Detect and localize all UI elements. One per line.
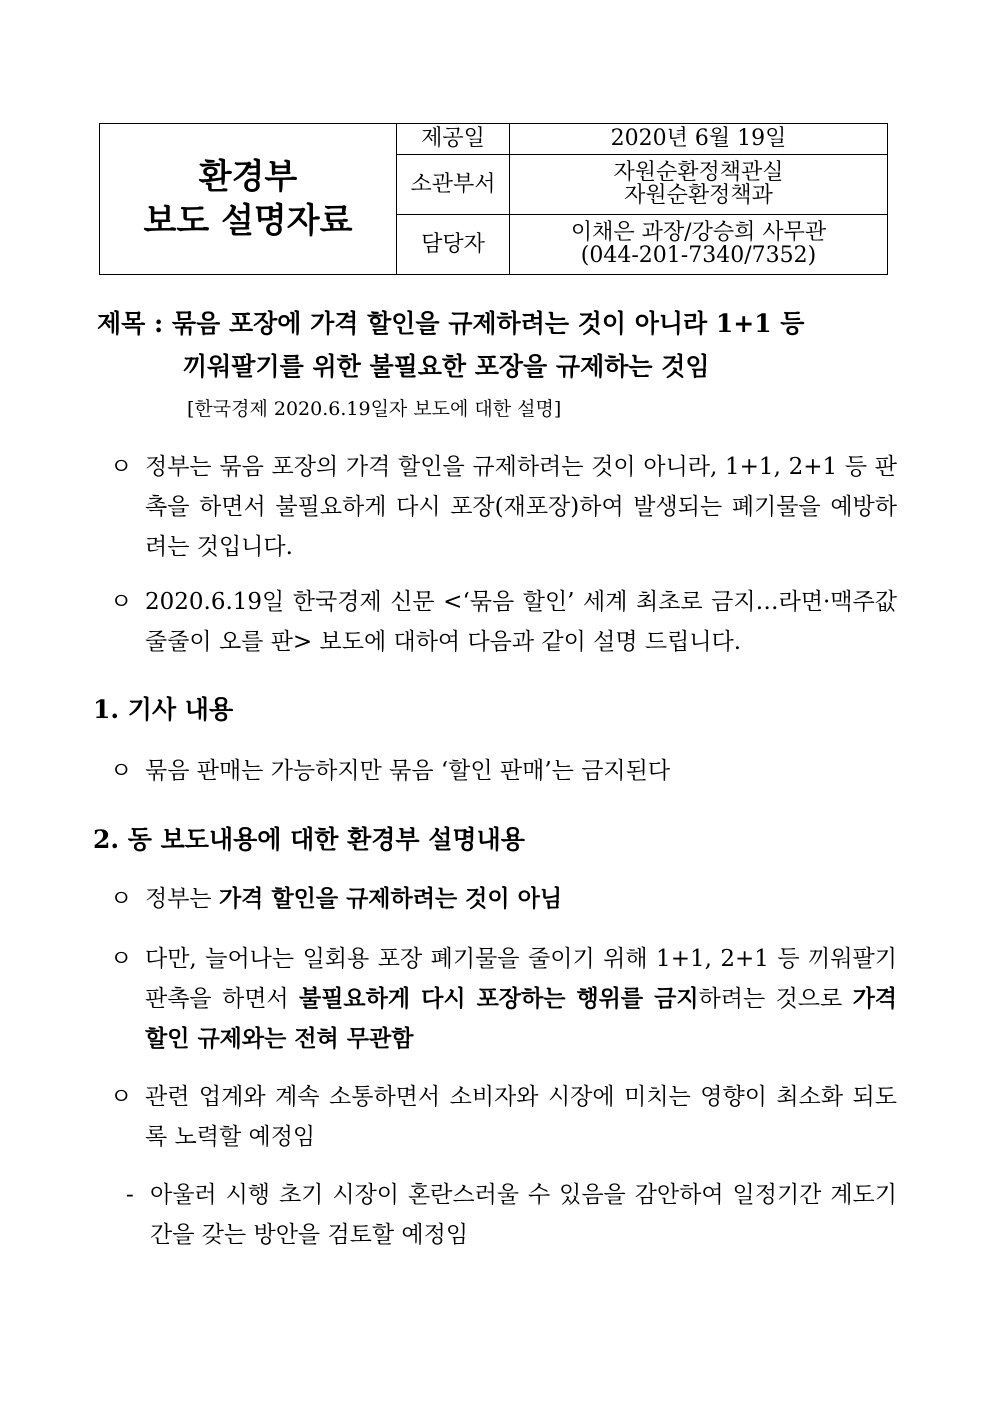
paragraph-text	[150, 1175, 897, 1255]
bullet-marker: ㅇ	[110, 589, 133, 615]
dash-marker: -	[126, 1182, 134, 1208]
header-table	[99, 123, 888, 275]
bullet-paragraph	[110, 447, 897, 567]
section-heading: 1. 기사 내용	[93, 695, 234, 724]
label-contact: 담당자	[397, 214, 510, 274]
bullet-marker: ㅇ	[110, 454, 133, 480]
text-segment: 정부는 묶음 포장의 가격 할인을 규제하려는 것이 아니라, 1+1, 2+1 등 판촉을 하면서 불필요하게 다시 포장(재포장)하여 발생되는 폐기물을 예방하려는 것입니다.	[145, 454, 897, 560]
text-segment: 2020.6.19일 한국경제 신문 <‘묶음 할인’ 세계 최초로 금지…라면·맥주값 줄줄이 오를 판> 보도에 대하여 다음과 같이 설명 드립니다.	[145, 589, 897, 655]
bold-text: 불필요하게 다시 포장하는 행위를 금지	[298, 985, 699, 1012]
section-heading: 2. 동 보도내용에 대한 환경부 설명내용	[93, 825, 525, 854]
org-title: 환경부 보도 설명자료	[100, 124, 397, 275]
paragraph-text	[145, 1077, 897, 1157]
label-department: 소관부서	[397, 154, 510, 214]
bullet-paragraph	[110, 1077, 897, 1157]
text-segment: 아울러 시행 초기 시장이 혼란스러울 수 있음을 감안하여 일정기간 계도기간을 갖는 방안을 검토할 예정임	[150, 1182, 897, 1248]
text-segment: 하려는 것으로	[698, 986, 853, 1012]
value-contact: 이채은 과장/강승희 사무관 (044-201-7340/7352)	[510, 214, 888, 274]
value-department: 자원순환정책관실 자원순환정책과	[510, 154, 888, 214]
bold-text: 가격 할인을 규제하려는 것이 아님	[218, 885, 563, 912]
paragraph-text	[145, 939, 897, 1059]
bullet-paragraph	[110, 939, 897, 1059]
bullet-paragraph	[110, 582, 897, 662]
paragraph-text	[145, 447, 897, 567]
paragraph-text	[145, 751, 897, 791]
text-segment: 관련 업계와 계속 소통하면서 소비자와 시장에 미치는 영향이 최소화 되도록 노력할 예정임	[145, 1084, 897, 1150]
dash-paragraph	[126, 1175, 897, 1255]
bold-text: 가격 할인 규제와는 전혀 무관함	[145, 985, 898, 1052]
text-segment: 정부는	[145, 886, 219, 912]
text-segment: 묶음 판매는 가능하지만 묶음 ‘할인 판매’는 금지된다	[145, 758, 671, 784]
bullet-paragraph	[110, 879, 897, 919]
document-subtitle: [한국경제 2020.6.19일자 보도에 대한 설명]	[187, 398, 562, 420]
value-date: 2020년 6월 19일	[510, 124, 888, 155]
label-date: 제공일	[397, 124, 510, 155]
bullet-marker: ㅇ	[110, 758, 133, 784]
paragraph-text	[145, 582, 897, 662]
bullet-marker: ㅇ	[110, 886, 133, 912]
document-title: 제목 : 묶음 포장에 가격 할인을 규제하려는 것이 아니라 1+1 등 끼워팔기를 위한 불필요한 포장을 규제하는 것임	[97, 309, 805, 381]
bullet-marker: ㅇ	[110, 946, 133, 972]
bullet-paragraph	[110, 751, 897, 791]
paragraph-text	[145, 879, 897, 919]
bullet-marker: ㅇ	[110, 1084, 133, 1110]
text-segment: 다만, 늘어나는 일회용 포장 폐기물을 줄이기 위해 1+1, 2+1 등 끼워팔기 판촉을 하면서	[145, 946, 897, 1012]
